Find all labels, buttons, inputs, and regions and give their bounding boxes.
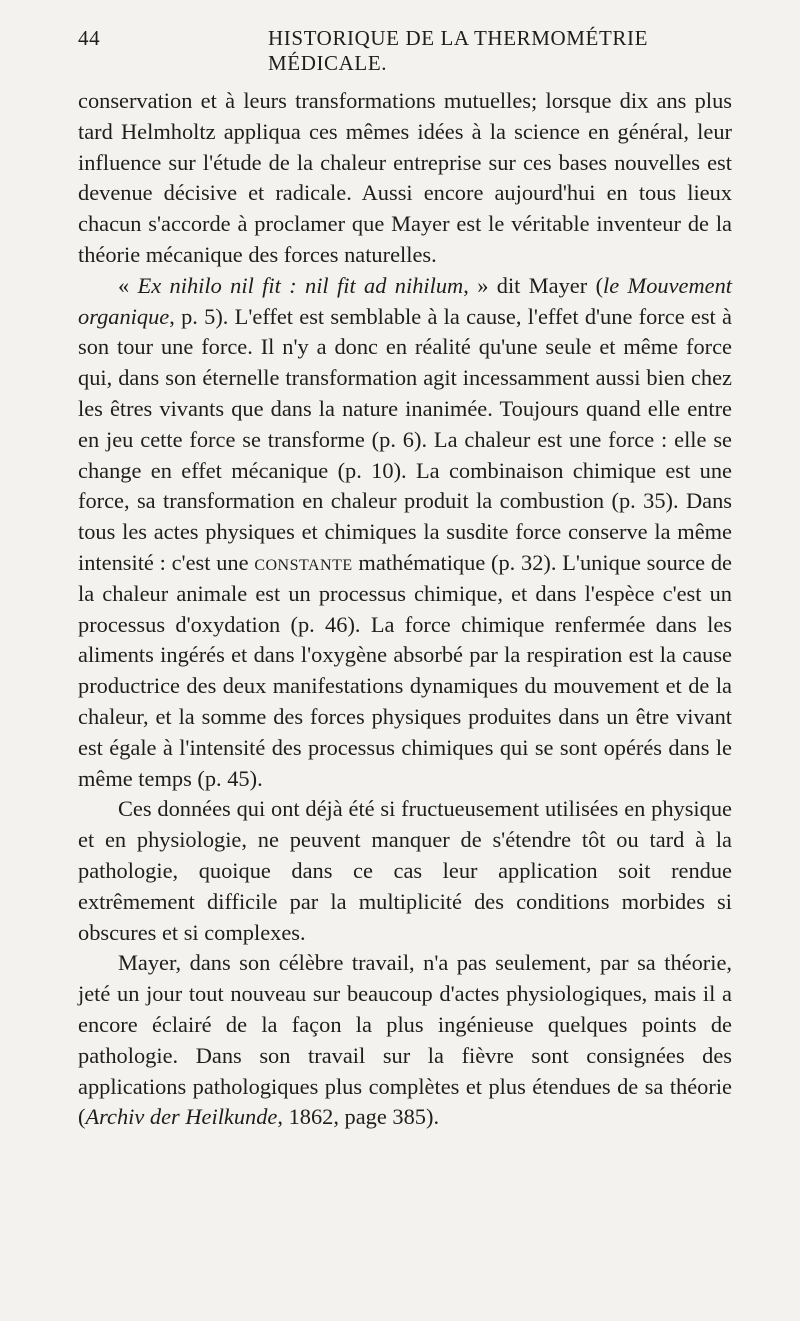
paragraph-3: Ces données qui ont déjà été si fructueusement utilisées en physique et en physiologie, ne peuvent manquer de s'étendre tôt ou tard à la pathologie, quoique dans ce cas leur application soit rendue extrêmement difficile par la multiplicité des conditions morbides si obscures et si complexes. (78, 796, 732, 945)
citation-end: , 1862, page 385). (277, 1104, 440, 1130)
quote-open: « (118, 272, 138, 298)
body-text (78, 86, 732, 1133)
quote-text-2: mathématique (p. 32). L'unique source de la chaleur animale est un processus chimique, et dans l'espèce c'est un processus d'oxydation (p. 46). La force chimique renfermée dans les aliments ingérés et dans l'oxygène absorbé par la respiration est la cause productrice des deux manifestations dynamiques du mouvement et de la chaleur, et la somme des forces physiques produites dans un être vivant est égale à l'intensité des processus chimiques qui se sont opérés dans le même temps (p. 45). (78, 549, 732, 791)
journal-title: Archiv der Heilkunde (85, 1104, 278, 1130)
latin-maxim: Ex nihilo nil fit : nil fit ad nihilum (137, 272, 464, 298)
running-title: HISTORIQUE DE LA THERMOMÉTRIE MÉDICALE. (268, 26, 649, 75)
small-caps-term: constante (254, 549, 353, 575)
paragraph-4 (78, 948, 732, 1133)
paragraph-4-text: Mayer, dans son célèbre travail, n'a pas seulement, par sa théorie, jeté un jour tout nouveau sur beaucoup d'actes physiologiques, mais il a encore éclairé de la façon la plus ingénieuse quelques points de pathologie. Dans son travail sur la fièvre sont consignées des applications pathologiques plus complètes et plus étendues de sa théorie ( (78, 950, 732, 1130)
paragraph-1: conservation et à leurs transformations mutuelles; lorsque dix ans plus tard Helmholtz appliqua ces mêmes idées à la science en général, leur influence sur l'étude de la chaleur entreprise sur ces bases nouvelles est devenue décisive et radicale. Aussi encore aujourd'hui en tous lieux chacun s'accorde à proclamer que Mayer est le véritable inventeur de la théorie mécanique des forces naturelles. (78, 88, 732, 267)
page-number: 44 (78, 26, 101, 50)
work-title: le Mouvement organique (78, 272, 732, 329)
running-header (78, 26, 732, 76)
quote-attribution: , » dit Mayer ( (463, 272, 604, 298)
quote-text-1: , p. 5). L'effet est semblable à la cause, l'effet d'une force est à son tour une force. Il n'y a donc en réalité qu'une seule et même force qui, dans son éternelle transformation agit incessamment aussi bien chez les êtres vivants que dans la nature inanimée. Toujours quand elle entre en jeu cette force se transforme (p. 6). La chaleur est une force : elle se change en effet mécanique (p. 10). La combinaison chimique est une force, sa transformation en chaleur produit la combustion (p. 35). Dans tous les actes physiques et chimiques la susdite force conserve la même intensité : c'est une (78, 303, 732, 575)
paragraph-2-mayer-quote (78, 271, 732, 795)
